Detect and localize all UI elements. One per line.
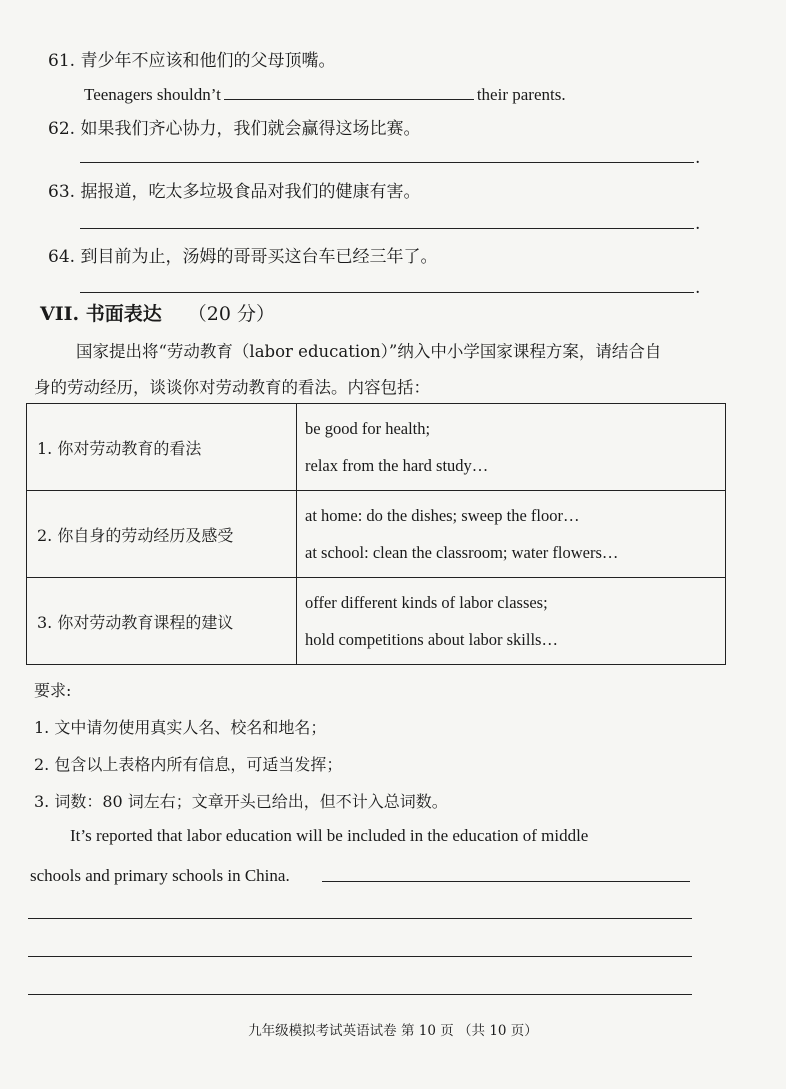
table-hint-cell bbox=[297, 404, 726, 491]
page-footer: 九年级模拟考试英语试卷 第 10 页 （共 10 页） bbox=[248, 1023, 538, 1039]
table-hint-cell bbox=[297, 578, 726, 665]
requirement-item: 2. 包含以上表格内所有信息，可适当发挥； bbox=[34, 755, 343, 774]
intro-line-2: 身的劳动经历，谈谈你对劳动教育的看法。内容包括： bbox=[34, 378, 430, 397]
question-62-answer-line[interactable] bbox=[80, 162, 694, 163]
essay-opening-line-1: It’s reported that labor education will be included in the education of middle bbox=[70, 826, 589, 845]
question-63-answer-line[interactable] bbox=[80, 228, 694, 229]
essay-answer-line[interactable] bbox=[28, 918, 692, 919]
table-hint: hold competitions about labor skills… bbox=[305, 630, 558, 649]
question-61-blank[interactable] bbox=[224, 83, 474, 100]
content-outline-table bbox=[26, 403, 726, 665]
question-63-period: . bbox=[695, 214, 701, 234]
table-hint: be good for health; bbox=[305, 419, 431, 438]
question-61-english bbox=[84, 83, 566, 105]
question-61-suffix: their parents. bbox=[476, 85, 566, 104]
essay-answer-line[interactable] bbox=[322, 881, 690, 882]
section-points: （20 分） bbox=[187, 303, 275, 325]
table-prompt-cell: 3. 你对劳动教育课程的建议 bbox=[27, 578, 297, 665]
requirements-heading: 要求: bbox=[34, 681, 72, 700]
table-hint: at school: clean the classroom; water flowers… bbox=[305, 543, 619, 562]
question-64-period: . bbox=[695, 278, 701, 298]
table-hint: at home: do the dishes; sweep the floor… bbox=[305, 506, 580, 525]
table-row bbox=[27, 491, 726, 578]
question-64-chinese: 64. 到目前为止，汤姆的哥哥买这台车已经三年了。 bbox=[48, 247, 438, 267]
section-heading bbox=[40, 299, 275, 326]
question-63-chinese: 63. 据报道，吃太多垃圾食品对我们的健康有害。 bbox=[48, 182, 421, 202]
table-row bbox=[27, 578, 726, 665]
table-row bbox=[27, 404, 726, 491]
essay-answer-line[interactable] bbox=[28, 994, 692, 995]
table-hint-cell bbox=[297, 491, 726, 578]
table-hint: offer different kinds of labor classes; bbox=[305, 593, 548, 612]
essay-opening-line-2: schools and primary schools in China. bbox=[30, 866, 290, 885]
intro-line-1: 国家提出将“劳动教育（labor education）”纳入中小学国家课程方案，请结合自 bbox=[76, 342, 662, 361]
table-prompt-cell: 2. 你自身的劳动经历及感受 bbox=[27, 491, 297, 578]
question-64-answer-line[interactable] bbox=[80, 292, 694, 293]
table-hint: relax from the hard study… bbox=[305, 456, 489, 475]
question-61-prefix: Teenagers shouldn’t bbox=[84, 85, 221, 104]
question-62-period: . bbox=[695, 148, 701, 168]
section-title: VII. 书面表达 bbox=[40, 303, 162, 325]
essay-answer-line[interactable] bbox=[28, 956, 692, 957]
question-62-chinese: 62. 如果我们齐心协力，我们就会赢得这场比赛。 bbox=[48, 119, 421, 139]
requirement-item: 3. 词数：80 词左右；文章开头已给出，但不计入总词数。 bbox=[34, 792, 448, 811]
question-61-chinese: 61. 青少年不应该和他们的父母顶嘴。 bbox=[48, 51, 336, 71]
requirement-item: 1. 文中请勿使用真实人名、校名和地名； bbox=[34, 718, 327, 737]
table-prompt-cell: 1. 你对劳动教育的看法 bbox=[27, 404, 297, 491]
